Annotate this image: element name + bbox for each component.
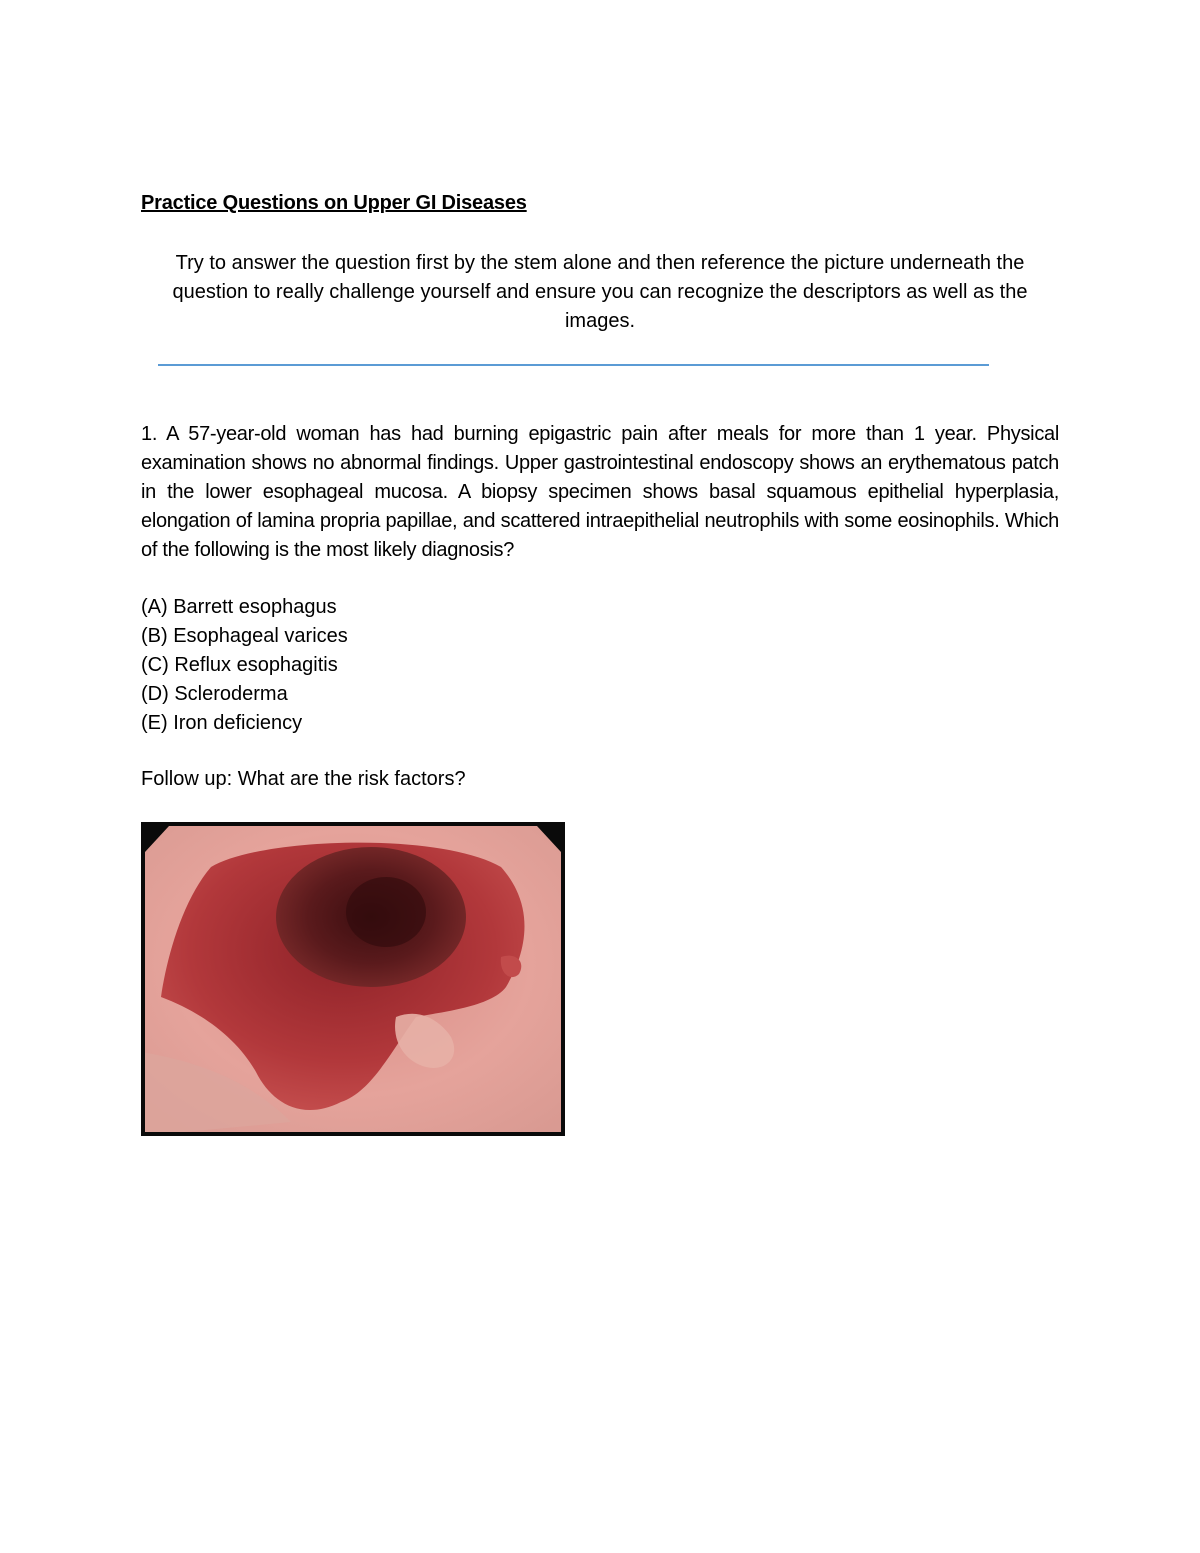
answer-options bbox=[141, 593, 348, 738]
page-title: Practice Questions on Upper GI Diseases bbox=[141, 192, 527, 214]
answer-option-c: (C) Reflux esophagitis bbox=[141, 654, 338, 676]
horizontal-divider bbox=[158, 364, 989, 366]
answer-option-e: (E) Iron deficiency bbox=[141, 712, 303, 734]
answer-option-b: (B) Esophageal varices bbox=[141, 625, 348, 647]
question-stem: 1. A 57-year-old woman has had burning epigastric pain after meals for more than 1 year. Physical examination shows no abnormal findings. Upper gastrointestinal endoscopy shows an erythematous patch in the lower esophageal mucosa. A biopsy specimen shows basal squamous epithelial hyperplasia, elongation of lamina propria papillae, and scattered intraepithelial neutrophils with some eosinophils. Which of the following is the most likely diagnosis? bbox=[141, 423, 1059, 561]
followup-question: Follow up: What are the risk factors? bbox=[141, 768, 466, 790]
intro-paragraph: Try to answer the question first by the stem alone and then reference the picture underneath the question to really challenge yourself and ensure you can recognize the descriptors as well as the images. bbox=[172, 252, 1028, 332]
endoscopy-photo-icon bbox=[141, 822, 565, 1136]
answer-option-a: (A) Barrett esophagus bbox=[141, 596, 337, 618]
endoscopy-image bbox=[141, 822, 565, 1136]
answer-option-d: (D) Scleroderma bbox=[141, 683, 288, 705]
